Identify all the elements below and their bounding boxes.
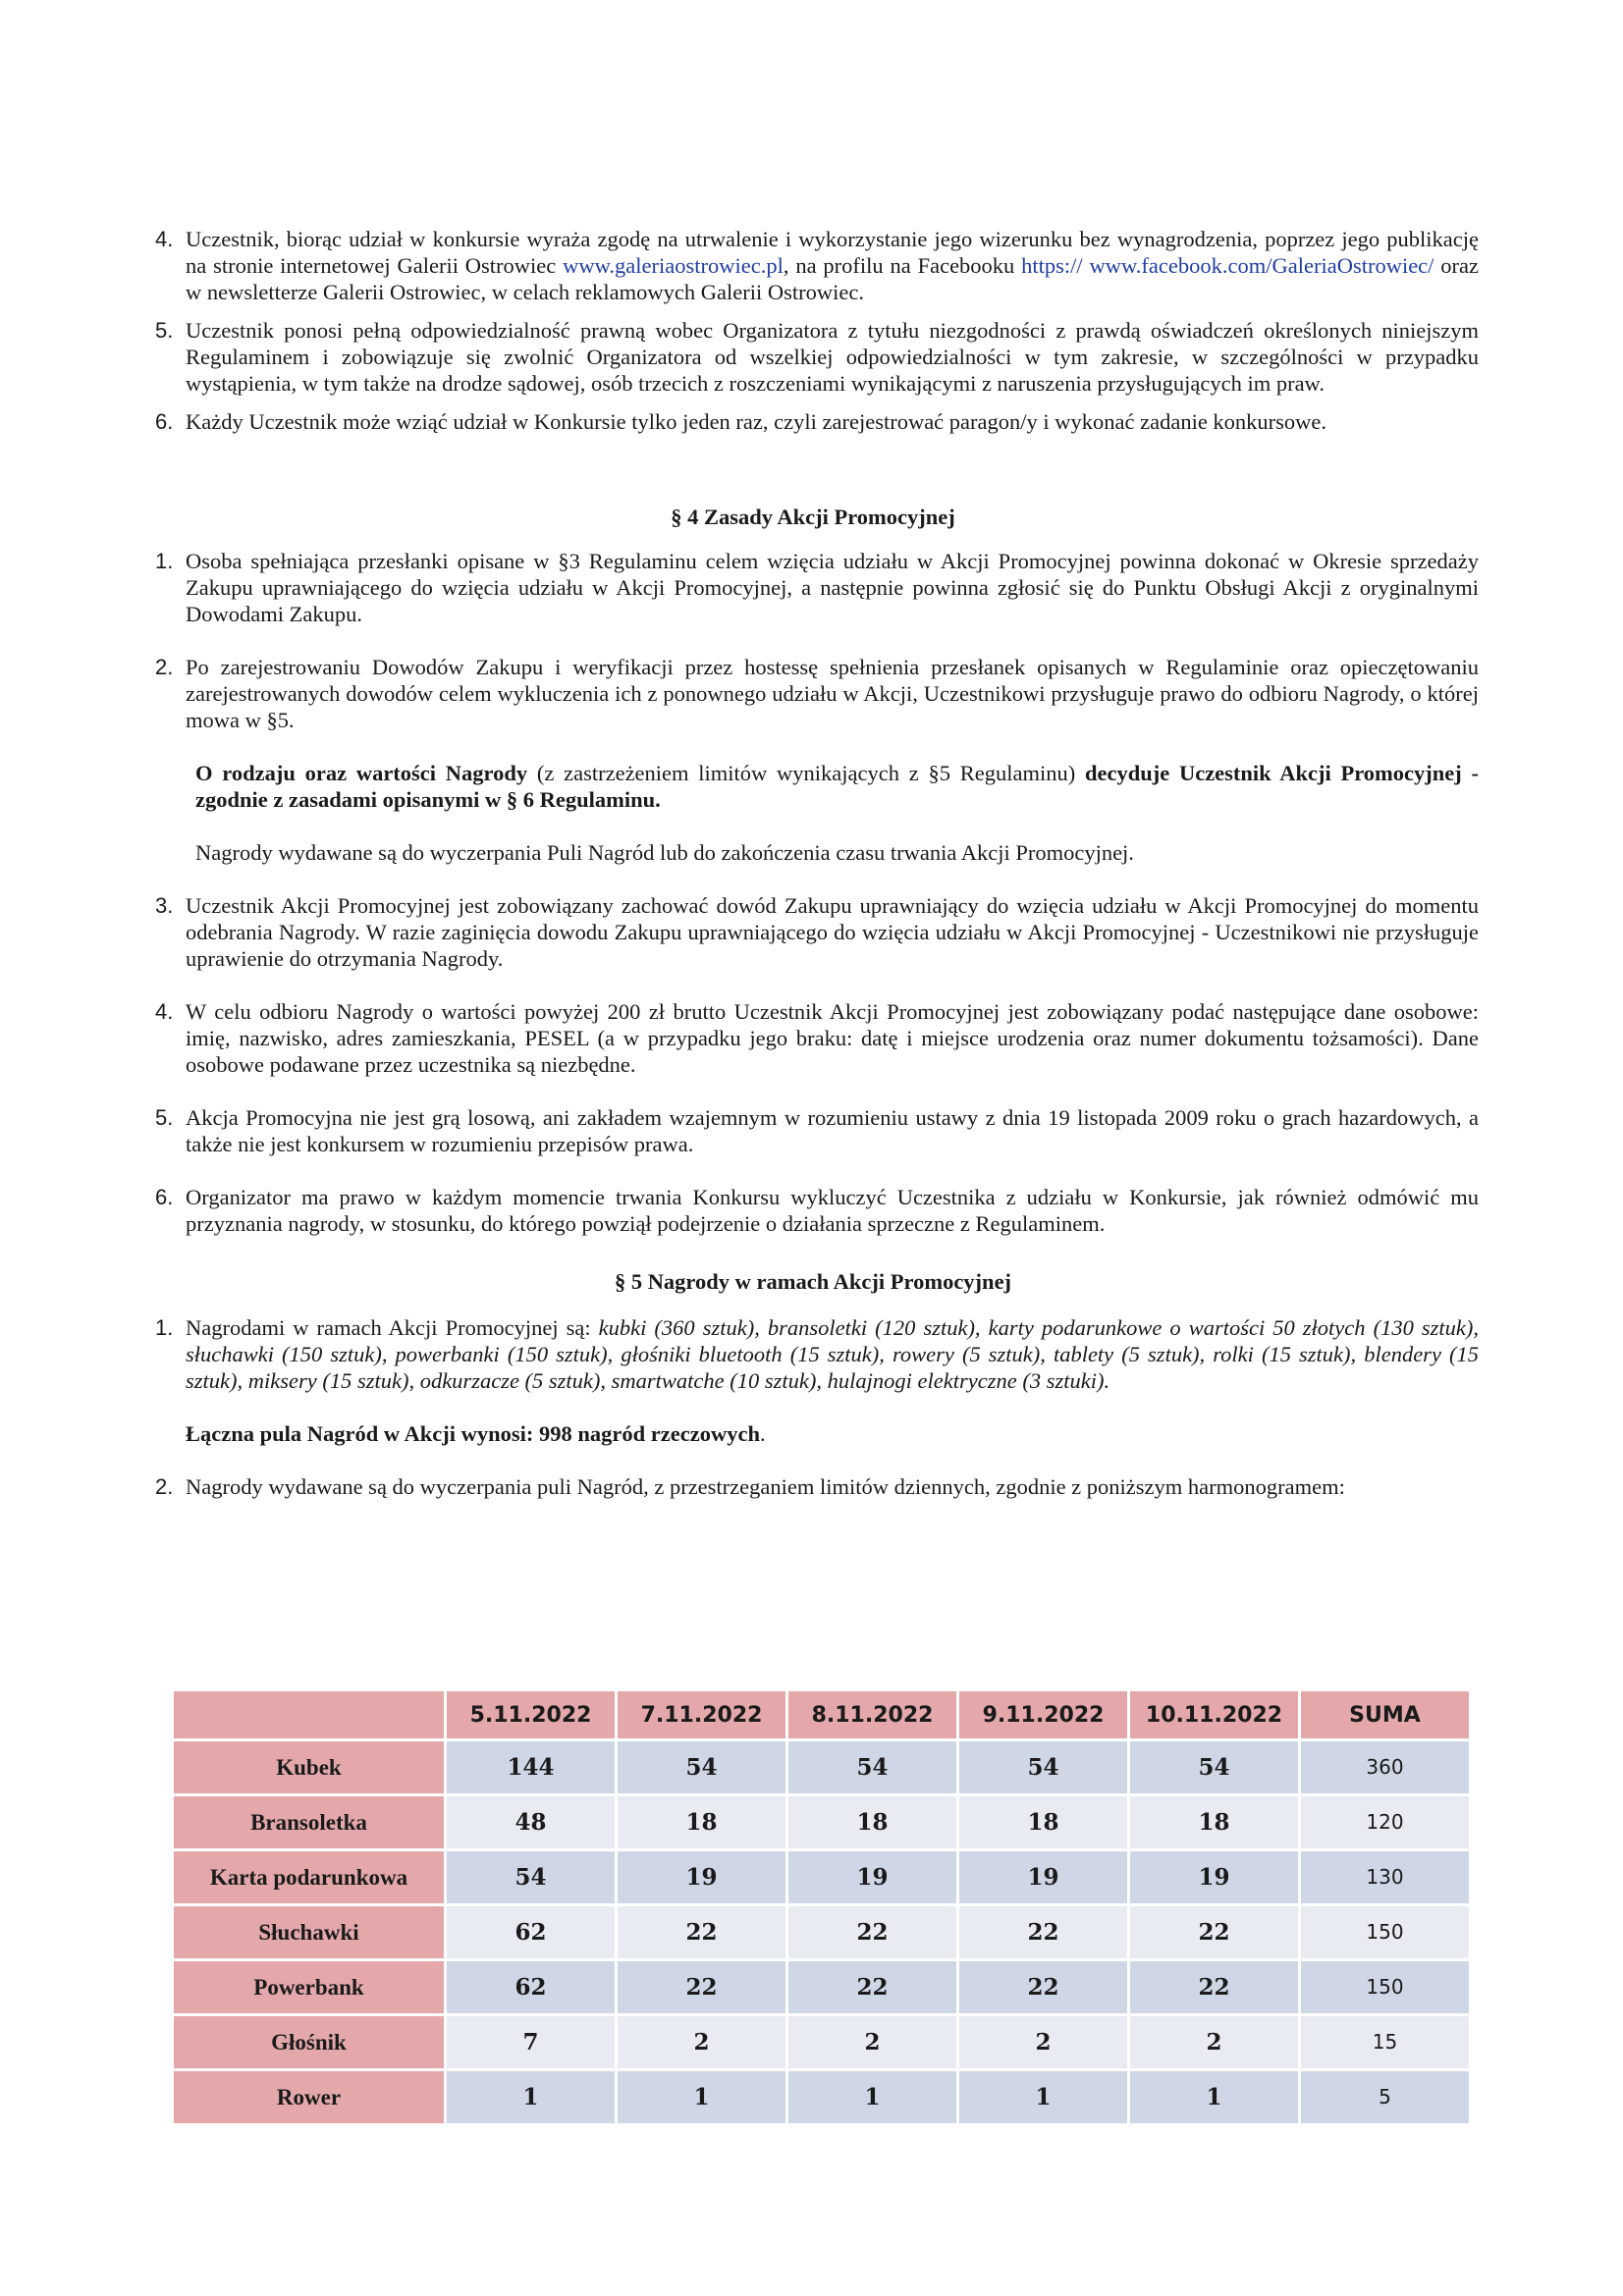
table-row — [174, 1961, 1469, 2013]
sum-cell: 150 — [1301, 1961, 1469, 2013]
table-cell: 18 — [1130, 1796, 1298, 1848]
section-4-list — [147, 548, 1479, 1237]
table-cell: 1 — [618, 2071, 785, 2123]
table-cell: 19 — [959, 1851, 1127, 1903]
item-number: 5. — [155, 1105, 174, 1130]
table-cell: 54 — [447, 1851, 615, 1903]
row-label: Karta podarunkowa — [174, 1851, 444, 1903]
table-cell: 22 — [959, 1906, 1127, 1958]
table-cell: 2 — [788, 2016, 956, 2068]
list-item: 2. Po zarejestrowaniu Dowodów Zakupu i weryfikacji przez hostessę spełnienia przesłanek opisanych w Regulaminie oraz opieczętowaniu zarejestrowanych dowodów celem wykluczenia ich z ponownego udziału w Akcji, Uczestnikowi przysługuje prawo do odbioru Nagrody, o której mowa w §5. O rodzaju oraz wartości Nagrody (z zastrzeżeniem limitów wynikających z §5 Regulaminu) decyduje Uczestnik Akcji Promocyjnej - zgodnie z zasadami opisanymi w § 6 Regulaminu. Nagrody wydawane są do wyczerpania Puli Nagród lub do zakończenia czasu trwania Akcji Promocyjnej. — [155, 655, 1479, 865]
table-cell: 2 — [959, 2016, 1127, 2068]
item-number: 1. — [155, 1315, 174, 1340]
list-item: 1. Osoba spełniająca przesłanki opisane w §3 Regulaminu celem wzięcia udziału w Akcji Promocyjnej powinna dokonać w Okresie sprzedaży Zakupu uprawniającego do wzięcia udziału w Akcji Promocyjnej, a następnie powinna zgłosić się do Punktu Obsługi Akcji z oryginalnymi Dowodami Zakupu. — [155, 549, 1479, 626]
sum-cell: 150 — [1301, 1906, 1469, 1958]
header-cell: SUMA — [1301, 1691, 1469, 1738]
section-3-list — [147, 226, 1479, 435]
table-cell: 54 — [788, 1741, 956, 1793]
table-cell: 19 — [618, 1851, 785, 1903]
table-cell: 144 — [447, 1741, 615, 1793]
item-number: 2. — [155, 1474, 174, 1499]
table-row — [174, 2071, 1469, 2123]
row-label: Słuchawki — [174, 1906, 444, 1958]
table-cell: 22 — [788, 1906, 956, 1958]
table-cell: 19 — [788, 1851, 956, 1903]
table-row — [174, 2016, 1469, 2068]
table-cell: 54 — [618, 1741, 785, 1793]
table-cell: 18 — [788, 1796, 956, 1848]
item-number: 4. — [155, 227, 174, 251]
item-number: 5. — [155, 318, 174, 343]
table-cell: 18 — [959, 1796, 1127, 1848]
header-cell: 7.11.2022 — [618, 1691, 785, 1738]
list-item: 6. Organizator ma prawo w każdym momencie trwania Konkursu wykluczyć Uczestnika z udziału w Konkursie, jak również odmówić mu przyznania nagrody, w stosunku, do którego powziął podejrzenie o działania sprzeczne z Regulaminem. — [155, 1185, 1479, 1236]
document-body — [147, 226, 1479, 1526]
table-cell: 22 — [1130, 1906, 1298, 1958]
sum-cell: 120 — [1301, 1796, 1469, 1848]
table-header-row — [174, 1691, 1469, 1738]
list-item: 4. W celu odbioru Nagrody o wartości powyżej 200 zł brutto Uczestnik Akcji Promocyjnej jest zobowiązany podać następujące dane osobowe: imię, nazwisko, adres zamieszkania, PESEL (a w przypadku jego braku: datę i miejsce urodzenia oraz numer dokumentu tożsamości). Dane osobowe podawane przez uczestnika są niezbędne. — [155, 999, 1479, 1077]
row-label: Rower — [174, 2071, 444, 2123]
table-row — [174, 1796, 1469, 1848]
header-cell: 10.11.2022 — [1130, 1691, 1298, 1738]
row-label: Powerbank — [174, 1961, 444, 2013]
table-cell: 2 — [1130, 2016, 1298, 2068]
table-cell: 62 — [447, 1906, 615, 1958]
item-number: 2. — [155, 655, 174, 679]
table-cell: 7 — [447, 2016, 615, 2068]
table-cell: 1 — [447, 2071, 615, 2123]
table-body — [174, 1741, 1469, 2123]
table-cell: 22 — [1130, 1961, 1298, 2013]
header-cell: 5.11.2022 — [447, 1691, 615, 1738]
table-cell: 22 — [788, 1961, 956, 2013]
table-cell: 22 — [959, 1961, 1127, 2013]
header-cell: 9.11.2022 — [959, 1691, 1127, 1738]
prize-list: kubki (360 sztuk), bransoletki (120 sztuk), karty podarunkowe o wartości 50 złotych (130 sztuk), słuchawki (150 sztuk), powerbanki (150 sztuk), głośniki bluetooth (15 sztuk), rowery (5 sztuk), tablety (5 sztuk), rolki (15 sztuk), blendery (15 sztuk), miksery (15 sztuk), odkurzacze (5 sztuk), smartwatche (10 sztuk), hulajnogi elektryczne (3 sztuki). — [186, 1315, 1479, 1393]
list-item: 2. Nagrody wydawane są do wyczerpania puli Nagród, z przestrzeganiem limitów dziennych, zgodnie z poniższym harmonogramem: — [155, 1474, 1345, 1499]
sum-cell: 360 — [1301, 1741, 1469, 1793]
table-row — [174, 1741, 1469, 1793]
section-5-title: § 5 Nagrody w ramach Akcji Promocyjnej — [614, 1269, 1012, 1294]
facebook-link[interactable]: https:// www.facebook.com/GaleriaOstrowiec/ — [1021, 253, 1434, 278]
table-cell: 19 — [1130, 1851, 1298, 1903]
list-item: 1. Nagrodami w ramach Akcji Promocyjnej są: kubki (360 sztuk), bransoletki (120 sztuk), karty podarunkowe o wartości 50 złotych (130 sztuk), słuchawki (150 sztuk), powerbanki (150 sztuk), głośniki bluetooth (15 sztuk), rowery (5 sztuk), tablety (5 sztuk), rolki (15 sztuk), blendery (15 sztuk), miksery (15 sztuk), odkurzacze (5 sztuk), smartwatche (10 sztuk), hulajnogi elektryczne (3 sztuki). Łączna pula Nagród w Akcji wynosi: 998 nagród rzeczowych. — [155, 1315, 1479, 1446]
item-number: 6. — [155, 409, 174, 434]
table-row — [174, 1851, 1469, 1903]
list-item: 5. Uczestnik ponosi pełną odpowiedzialność prawną wobec Organizatora z tytułu niezgodności z prawdą oświadczeń określonych niniejszym Regulaminem i zobowiązuje się zwolnić Organizatora od wszelkiej odpowiedzialności w tym zakresie, w szczególności w przypadku wystąpienia, w tym także na drodze sądowej, osób trzecich z roszczeniami wynikającymi z naruszenia przysługujących im praw. — [155, 318, 1479, 396]
list-item: 4. Uczestnik, biorąc udział w konkursie wyraża zgodę na utrwalenie i wykorzystanie jego wizerunku bez wynagrodzenia, poprzez jego publikację na stronie internetowej Galerii Ostrowiec www.galeriaostrowiec.pl, na profilu na Facebooku https:// www.facebook.com/GaleriaOstrowiec/ oraz w newsletterze Galerii Ostrowiec, w celach reklamowych Galerii Ostrowiec. — [155, 227, 1480, 304]
website-link[interactable]: www.galeriaostrowiec.pl — [563, 253, 784, 278]
item-number: 1. — [155, 549, 174, 573]
section-5-list — [147, 1314, 1479, 1500]
row-label: Kubek — [174, 1741, 444, 1793]
item-number: 6. — [155, 1185, 174, 1209]
table-cell: 48 — [447, 1796, 615, 1848]
table-cell: 1 — [959, 2071, 1127, 2123]
table-cell: 2 — [618, 2016, 785, 2068]
item-number: 3. — [155, 893, 174, 918]
table-row — [174, 1906, 1469, 1958]
prize-choice-note: O rodzaju oraz wartości Nagrody (z zastrzeżeniem limitów wynikających z §5 Regulaminu) decyduje Uczestnik Akcji Promocyjnej - zgodnie z zasadami opisanymi w § 6 Regulaminu. — [195, 761, 1479, 812]
sum-cell: 5 — [1301, 2071, 1469, 2123]
table-cell: 54 — [1130, 1741, 1298, 1793]
table-cell: 1 — [1130, 2071, 1298, 2123]
table-cell: 22 — [618, 1961, 785, 2013]
sum-cell: 15 — [1301, 2016, 1469, 2068]
table-cell: 54 — [959, 1741, 1127, 1793]
list-item: 5. Akcja Promocyjna nie jest grą losową, ani zakładem wzajemnym w rozumieniu ustawy z dnia 19 listopada 2009 roku o grach hazardowych, a także nie jest konkursem w rozumieniu przepisów prawa. — [155, 1105, 1479, 1156]
prize-schedule-table — [171, 1688, 1472, 2126]
prize-pool-total: Łączna pula Nagród w Akcji wynosi: 998 nagród rzeczowych. — [186, 1421, 766, 1446]
section-4-title: § 4 Zasady Akcji Promocyjnej — [671, 505, 955, 529]
prize-availability-note: Nagrody wydawane są do wyczerpania Puli Nagród lub do zakończenia czasu trwania Akcji Promocyjnej. — [195, 840, 1134, 865]
header-cell: 8.11.2022 — [788, 1691, 956, 1738]
list-item: 3. Uczestnik Akcji Promocyjnej jest zobowiązany zachować dowód Zakupu uprawniający do wzięcia udziału w Akcji Promocyjnej do momentu odebrania Nagrody. W razie zaginięcia dowodu Zakupu uprawniającego do wzięcia udziału w Akcji Promocyjnej - Uczestnikowi nie przysługuje uprawienie do otrzymania Nagrody. — [155, 893, 1479, 971]
table-cell: 22 — [618, 1906, 785, 1958]
item-number: 4. — [155, 999, 174, 1024]
list-item: 6. Każdy Uczestnik może wziąć udział w Konkursie tylko jeden raz, czyli zarejestrować paragon/y i wykonać zadanie konkursowe. — [155, 409, 1327, 434]
table-cell: 18 — [618, 1796, 785, 1848]
header-cell — [174, 1691, 444, 1738]
table-cell: 62 — [447, 1961, 615, 2013]
row-label: Głośnik — [174, 2016, 444, 2068]
table-cell: 1 — [788, 2071, 956, 2123]
sum-cell: 130 — [1301, 1851, 1469, 1903]
row-label: Bransoletka — [174, 1796, 444, 1848]
